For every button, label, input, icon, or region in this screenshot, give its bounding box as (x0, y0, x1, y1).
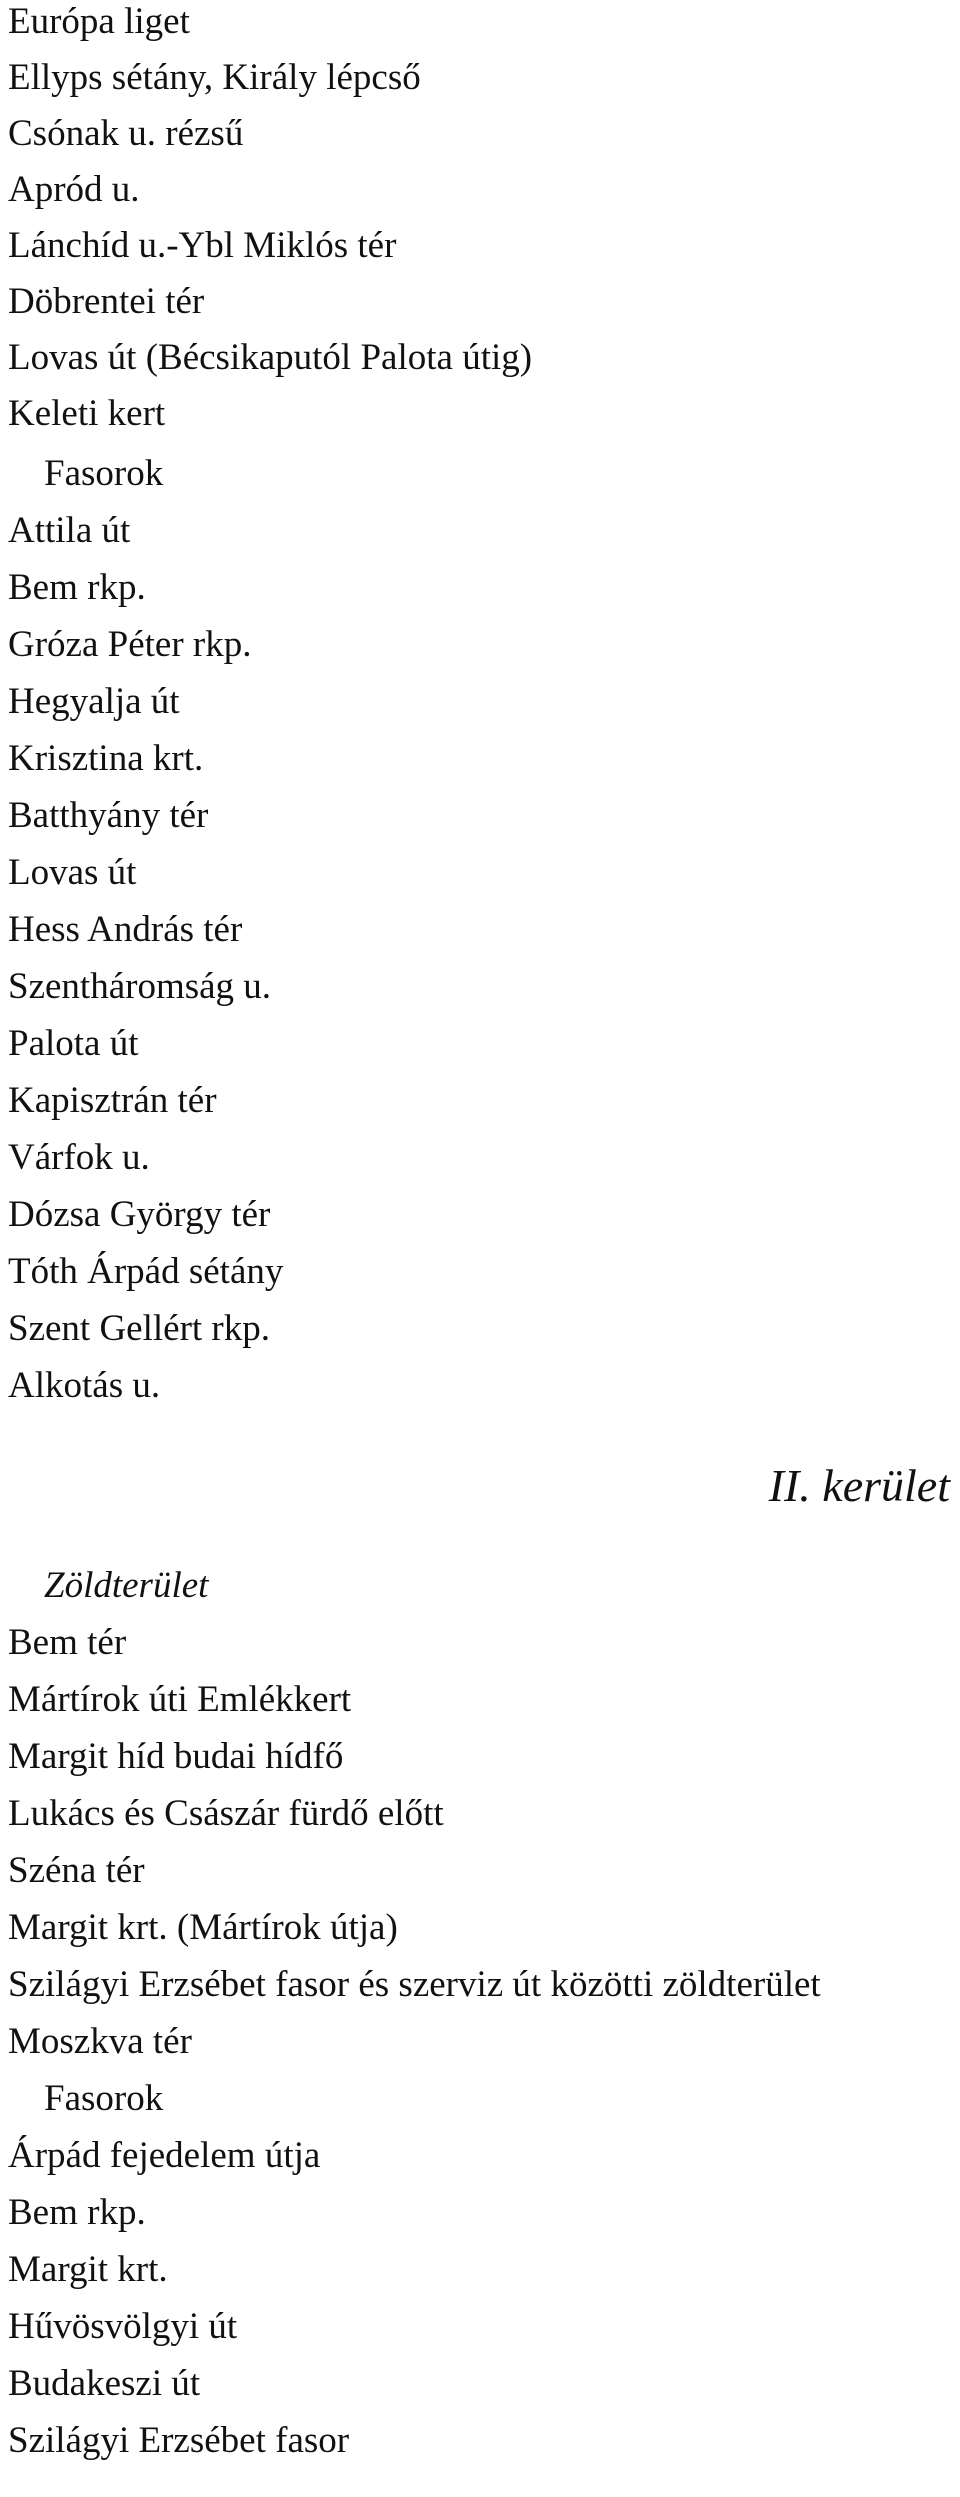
list-item: Lovas út (Bécsikaputól Palota útig) (8, 337, 533, 378)
list-item: Hűvösvölgyi út (8, 2306, 238, 2347)
list-item: Szent Gellért rkp. (8, 1308, 270, 1349)
list-item: Döbrentei tér (8, 281, 205, 322)
list-item: Bem rkp. (8, 2192, 146, 2233)
section-label-fasorok: Fasorok (44, 453, 164, 494)
list-item: Hess András tér (8, 909, 243, 950)
list-item: Batthyány tér (8, 795, 209, 836)
list-item: Gróza Péter rkp. (8, 624, 252, 665)
list-item: Apród u. (8, 169, 140, 210)
list-item: Ellyps sétány, Király lépcső (8, 57, 421, 98)
list-item: Várfok u. (8, 1137, 150, 1178)
list-item: Lánchíd u.-Ybl Miklós tér (8, 225, 397, 266)
list-item: Dózsa György tér (8, 1194, 271, 1235)
list-item: Budakeszi út (8, 2363, 201, 2404)
district-heading: II. kerület (768, 1460, 950, 1511)
list-item: Széna tér (8, 1850, 145, 1891)
list-item: Margit krt. (8, 2249, 168, 2290)
list-item: Tóth Árpád sétány (8, 1251, 284, 1292)
list-item: Alkotás u. (8, 1365, 161, 1406)
section-label-zoldterulet: Zöldterület (44, 1565, 209, 1606)
list-item: Csónak u. rézsű (8, 113, 244, 154)
list-item: Lovas út (8, 852, 137, 893)
list-item: Szentháromság u. (8, 966, 272, 1007)
list-item: Moszkva tér (8, 2021, 192, 2062)
list-item: Árpád fejedelem útja (8, 2135, 321, 2176)
list-item: Bem tér (8, 1622, 127, 1663)
list-item: Palota út (8, 1023, 139, 1064)
list-item: Szilágyi Erzsébet fasor (8, 2420, 350, 2461)
list-item: Attila út (8, 510, 131, 551)
list-item: Szilágyi Erzsébet fasor és szerviz út közötti zöldterület (8, 1964, 821, 2005)
section-label-fasorok: Fasorok (44, 2078, 164, 2119)
list-item: Hegyalja út (8, 681, 180, 722)
list-item: Margit krt. (Mártírok útja) (8, 1907, 398, 1948)
list-item: Európa liget (8, 1, 190, 42)
list-item: Bem rkp. (8, 567, 146, 608)
list-item: Lukács és Császár fürdő előtt (8, 1793, 444, 1834)
list-item: Keleti kert (8, 393, 166, 434)
list-item: Krisztina krt. (8, 738, 204, 779)
list-item: Kapisztrán tér (8, 1080, 217, 1121)
list-item: Margit híd budai hídfő (8, 1736, 344, 1777)
list-item: Mártírok úti Emlékkert (8, 1679, 352, 1720)
